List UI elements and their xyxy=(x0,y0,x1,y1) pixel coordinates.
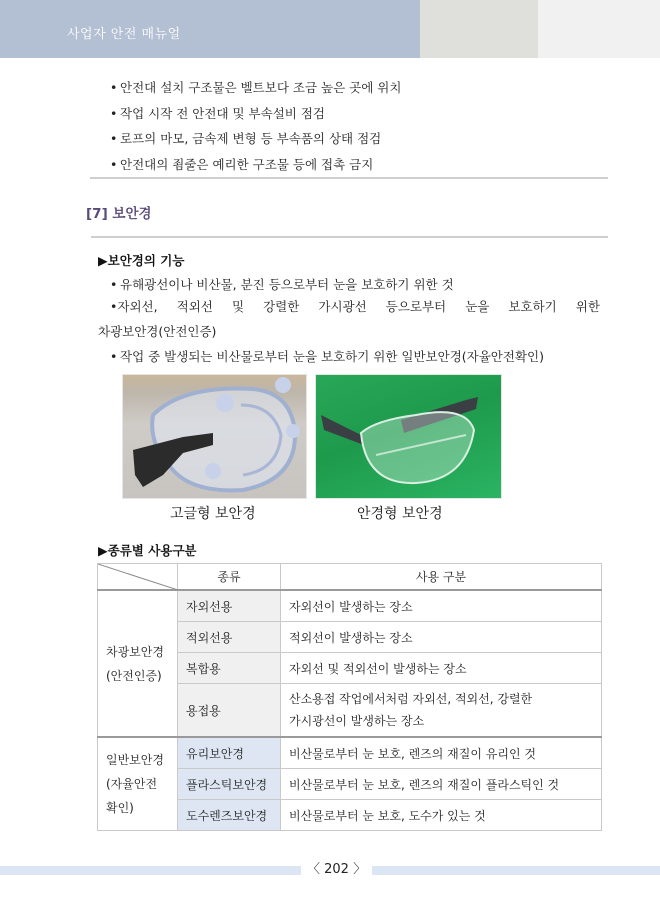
photo-caption-glasses: 안경형 보안경 xyxy=(357,506,443,522)
type-cell: 적외선용 xyxy=(178,622,281,653)
bullet-icon: • xyxy=(110,157,118,172)
usage-cell: 적외선이 발생하는 장소 xyxy=(281,622,602,653)
goggle-illustration xyxy=(123,375,306,498)
divider xyxy=(91,236,608,238)
usage-cell: 비산물로부터 눈 보호, 도수가 있는 것 xyxy=(281,800,602,831)
usage-cell: 비산물로부터 눈 보호, 렌즈의 재질이 유리인 것 xyxy=(281,737,602,769)
page-header xyxy=(0,0,660,58)
document-title: 사업자 안전 매뉴얼 xyxy=(67,27,181,42)
goggle-photo xyxy=(122,374,307,499)
photo-caption-goggle: 고글형 보안경 xyxy=(170,506,256,522)
type-cell: 자외선용 xyxy=(178,590,281,622)
bullet-item: • 안전대 설치 구조물은 벨트보다 조금 높은 곳에 위치 xyxy=(110,80,402,95)
bullet-icon: • xyxy=(110,277,118,292)
bullet-icon: • xyxy=(110,106,118,121)
table-row xyxy=(98,737,602,769)
bullet-item: • 안전대의 죔줄은 예리한 구조물 등에 접촉 금지 xyxy=(110,157,374,172)
diagonal-line-icon xyxy=(98,564,178,590)
bullet-icon: • xyxy=(110,349,118,364)
type-cell: 유리보안경 xyxy=(178,737,281,769)
table-row xyxy=(98,590,602,622)
type-cell: 복합용 xyxy=(178,653,281,684)
column-header-usage: 사용 구분 xyxy=(281,564,602,591)
type-cell: 도수렌즈보안경 xyxy=(178,800,281,831)
bullet-item: • 유해광선이나 비산물, 분진 등으로부터 눈을 보호하기 위한 것 xyxy=(110,277,454,292)
glasses-illustration xyxy=(316,375,501,498)
bullet-item: • 작업 중 발생되는 비산물로부터 눈을 보호하기 위한 일반보안경(자율안전확인) xyxy=(110,349,544,364)
bullet-icon: • xyxy=(110,80,118,95)
usage-table xyxy=(97,563,602,831)
diagonal-corner-cell xyxy=(98,564,178,591)
header-band xyxy=(0,0,420,58)
type-cell: 용접용 xyxy=(178,684,281,738)
subheading-usage: ▶종류별 사용구분 xyxy=(98,543,197,558)
header-accent-grey xyxy=(420,0,538,58)
bullet-item: • 작업 시작 전 안전대 및 부속설비 점검 xyxy=(110,106,325,121)
header-accent-light xyxy=(538,0,660,58)
usage-cell: 자외선이 발생하는 장소 xyxy=(281,590,602,622)
subheading-function: ▶보안경의 기능 xyxy=(98,253,185,268)
glasses-photo xyxy=(315,374,502,499)
category-cell: 차광보안경 (안전인증) xyxy=(98,590,178,737)
section-title: [7] 보안경 xyxy=(86,206,152,222)
bullet-item: • 로프의 마모, 금속제 변형 등 부속품의 상태 점검 xyxy=(110,131,382,146)
usage-cell: 자외선 및 적외선이 발생하는 장소 xyxy=(281,653,602,684)
bullet-continuation: 차광보안경(안전인증) xyxy=(98,324,217,339)
table-header-row xyxy=(98,564,602,591)
justified-bullet-line: •자외선, 적외선 및 강렬한 가시광선 등으로부터 눈을 보호하기 위한 xyxy=(110,299,600,314)
page-number: 〈 202 〉 xyxy=(301,858,372,877)
usage-cell: 산소용접 작업에서처럼 자외선, 적외선, 강렬한 가시광선이 발생하는 장소 xyxy=(281,684,602,738)
type-cell: 플라스틱보안경 xyxy=(178,769,281,800)
column-header-type: 종류 xyxy=(178,564,281,591)
usage-cell: 비산물로부터 눈 보호, 렌즈의 재질이 플라스틱인 것 xyxy=(281,769,602,800)
bullet-icon: • xyxy=(110,131,118,146)
category-cell: 일반보안경 (자율안전 확인) xyxy=(98,737,178,831)
divider xyxy=(90,177,608,179)
